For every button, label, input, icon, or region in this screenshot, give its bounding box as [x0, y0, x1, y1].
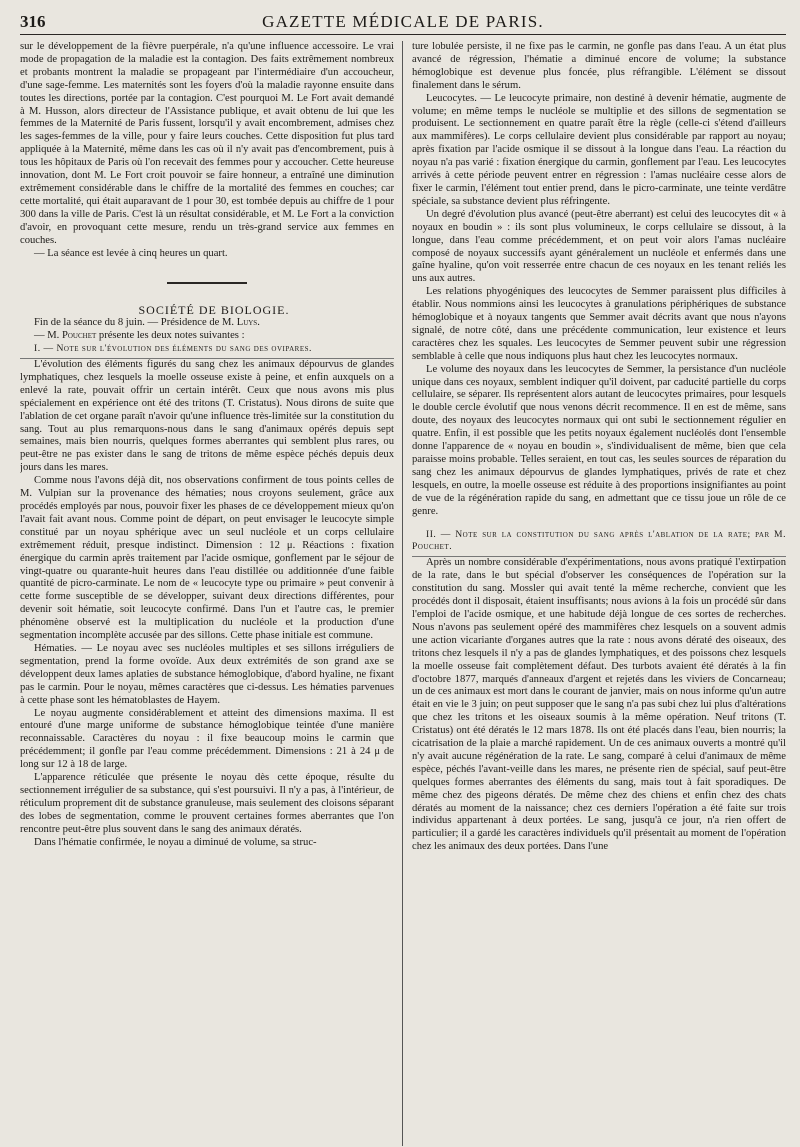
society-title: SOCIÉTÉ DE BIOLOGIE.	[138, 303, 290, 318]
session-text: Fin de la séance du 8 juin. — Présidence de M.	[34, 317, 237, 329]
text-columns	[20, 41, 786, 1146]
session-end: .	[257, 317, 260, 329]
page-number: 316	[20, 12, 46, 31]
paragraph: L'apparence réticulée que présente le noyau dès cette époque, résulte du sectionnement irrégulier de sa substance, qui s'est poursuivi. Il n'y a pas, à l'intérieur, de réticulum proprement dit de substance granuleuse, mais seulement des cloisons séparant des lobes de segmentation, comme le prouvent certaines formes aberrantes que l'on rencontre peut-être plus souvent dans le sang des animaux dératés.	[20, 772, 394, 835]
intro-end: présente les deux notes suivantes :	[96, 330, 245, 342]
paragraph: ture lobulée persiste, il ne fixe pas le carmin, ne gonfle pas dans l'eau. A un état plus avancé de régression, l'hématie a diminué encore de volume; la substance hémoglobique est devenue plus foncée, plus réfrangible. L'élément se dissout finalement dans le sérum.	[412, 41, 786, 91]
paragraph: — La séance est levée à cinq heures un quart.	[34, 247, 228, 259]
paragraph: Leucocytes. — Le leucocyte primaire, non destiné à devenir hématie, augmente de volume; en même temps le nucléole se multiplie et des sillons de segmentation se produisent. Le sectionnement en quatre paraît être la règle (celle-ci s'étend d'ailleurs aux mammifères). Le corps cellulaire devient plus considérable par rapport au noyau; après fixation par l'acide osmique il se dissout à la longue dans l'eau. La réaction du noyau n'a pas varié : fixation énergique du carmin, gonflement par l'eau. Les leucocytes arrivés à cette période peuvent entrer en régression : l'amas nucléaire cesse alors de fixer le carmin, l'élément tout entier prend, dans le picro-carminate, une teinte verdâtre spéciale, sa substance devient plus réfringente.	[412, 92, 786, 207]
journal-title: GAZETTE MÉDICALE DE PARIS.	[262, 12, 544, 31]
page-header	[20, 12, 786, 35]
intro-line	[20, 330, 394, 343]
paragraph: sur le développement de la fièvre puerpérale, n'a qu'une influence accessoire. Le vrai mode de propagation de la maladie est la contagion. Des faits extrêmement nombreux et probants montrent la maladie se propageant par l'intermédiaire d'un accoucheur, d'une sage-femme. Les maternités sont les foyers d'où la maladie rayonne ensuite dans toutes les directions, portée par la contagion. C'est pourquoi M. Le Fort avait demandé à M. Husson, alors directeur de l'Assistance publique, et avait obtenu de lui que les femmes de la Maternité de Paris fussent, lorsqu'il y avait encombrement, admises chez les sages-femmes de la ville, pour y faire leurs couches. Cette disposition fut plus tard appliquée à la Maternité, même dans les cas où il n'y avait pas d'encombrement, puis à tous les hôpitaux de Paris où l'on recevait des femmes pour y accoucher. Cette heureuse innovation, dont M. Le Fort croit pouvoir se faire honneur, a entraîné une diminution extrêmement considérable dans le chiffre de la mortalité des femmes en couches; car cette mortalité, qui était auparavant de 1 pour 30, est tombée depuis au chiffre de 1 pour 300 dans la ville de Paris. C'est là un résultat considérable, et M. Le Fort a la conviction d'avoir, en provoquant cette mesure, rendu un très-grand service aux femmes en couches.	[20, 41, 394, 246]
right-column	[402, 41, 786, 1146]
paragraph: Le volume des noyaux dans les leucocytes de Semmer, la persistance d'un nucléole unique dans ces noyaux, semblent indiquer qu'il doivent, par caducité partielle du corps cellulaire, se séparer. Ils représentent alors autant de leucocytes primaires, pour lesquels le double cercle évolutif que nous venons décrit recommence. Il en est de même, sans doute, des noyaux des leucocytes normaux qui ont subi le sectionnement régulier en quatre. Enfin, il est possible que les petits noyaux également nucléolés dont l'ensemble donne l'apparence de « noyau en boudin », s'individualisent de même, bien que cela paraisse moins probable. Telles seraient, en tout cas, les seules sources de réparation du sang chez les animaux dépourvus de glandes lymphatiques, privés de rate et chez lesquels, en outre, la moelle osseuse est réduite à des proportions insignifiantes au point de vue de la régénération rapide du sang, en admettant que ce tissu joue un rôle de ce genre.	[412, 363, 786, 517]
paragraph: Après un nombre considérable d'expérimentations, nous avons pratiqué l'extirpation de la rate, dans le but spécial d'observer les conséquences de l'opération sur la constitution du sang. Mossler qui avait tenté la même recherche, convient que les procédés dont il disposait, étaient insuffisants; nous avions à la fois un procédé sûr dans l'emploi de l'acide osmique, et une habitude déjà longue de ces sortes de recherches. Nous n'avons pas seulement opéré des mammifères chez lesquels on a souvent admis une action vicariante d'organes autres que la rate : nous avons dératé des oiseaux, des tritons chez lesquels il n'y a pas de glandes lymphatiques, et des poissons chez lesquels la moelle osseuse fait complètement défaut. Des turbots avaient été dératés à la fin d'octobre 1877, marqués d'anneaux d'argent et rejetés dans les viviers de Concarneau; un de ces animaux est mort dans le courant de janvier, mais on nous informe qu'un autre était en vie le 3 juin; on peut supposer que le sang n'a pas subi chez lui plus d'altérations que chez les tritons et les oiseaux soumis à la même opération. Neuf tritons (T. Cristatus) ont été dératés le 12 mars 1878. Ils ont été placés dans l'eau, bien nourris; la cicatrisation de la plaie a marché rapidement. Un de ces animaux ouverts a montré qu'il n'y avait aucune régénération de la rate. Le sang, comparé à celui d'animaux de même espèce, péchés l'avant-veille dans les mares, ne présente rien de spécial, sauf peut-être quelques formes aberrantes des éléments du sang, mais tout à fait sporadiques. De même chez des pigeons dératés. De même chez des chiens et enfin chez des chats dératés au moment de la naissance; chez ces derniers l'opération a été faite sur trois individus appartenant à deux portées. Le sang, jusqu'à ce jour, n'a rien offert de particulier; il a gardé les caractères individuels qu'il présentait au moment de l'opération chez les animaux des deux portées. Dans l'une	[412, 557, 786, 853]
paragraph: Hématies. — Le noyau avec ses nucléoles multiples et ses sillons irréguliers de segmentation, prend la forme ovoïde. Aux deux extrémités de son grand axe se développent deux lames aplaties de substance hémoglobique, d'abord hyaline, ne fixant pas le carmin. Pour le noyau, mêmes caractères que ci-dessus. Les hématies parvenues à cette phase sont les hématoblastes de Hayem.	[20, 642, 394, 706]
paragraph: Dans l'hématie confirmée, le noyau a diminué de volume, sa struc-	[34, 836, 317, 848]
separator-rule	[167, 282, 247, 284]
paragraph: Le noyau augmente considérablement et atteint des dimensions maxima. Il est entouré d'une marge uniforme de substance hémoglobique teintée d'une manière reconnaissable. Caractères du noyau : il fixe beaucoup moins le carmin que précédemment; il gonfle par l'eau comme précédemment. Dimensions : 21 à 24 μ de long sur 12 à 18 de large.	[20, 707, 394, 771]
paragraph: L'évolution des éléments figurés du sang chez les animaux dépourvus de glandes lymphatiques, chez lesquels la moelle osseuse existe à peine, et enfin auxquels on a enlevé la rate, pouvait offrir un certain intérêt. Ceux que nous avons mis plus spécialement en expérience ont été des tritons (T. Cristatus). Nous dirons de suite que l'ablation de cet organe paraît n'avoir qu'une influence très-limitée sur la constitution du sang. Tout au plus remarquons-nous dans le sang d'animaux opérés depuis sept semaines, mais bien nourris, quelques formes aberrantes qui semblent plus rares, ou peut-être ne pas exister dans le sang de tritons de même espèce péchés depuis deux jours dans les mares.	[20, 359, 394, 474]
intro-text: — M.	[34, 330, 62, 342]
paragraph: Les relations phyogéniques des leucocytes de Semmer paraissent plus difficiles à établir. Nous nommions ainsi les leucocytes à granulations périphériques de substance hémoglobique et à noyaux tangents que Semmer avait décrits avant que nous n'ayons signalé, de notre côté, dans une précédente communication, leur existence et leurs caractères chez les squales. Les leucocytes de Semmer peuvent subir une régression semblable à celle que nous indiquons plus haut chez les leucocytes normaux.	[412, 286, 786, 362]
note-title: II. — Note sur la constitution du sang après l'ablation de la rate; par M. Pouchet.	[412, 529, 786, 558]
left-column	[20, 41, 402, 1146]
president-name: Luys	[236, 317, 258, 329]
note-title: I. — Note sur l'évolution des éléments du sang des ovipares.	[20, 343, 394, 359]
session-line	[20, 317, 394, 330]
paragraph: Un degré d'évolution plus avancé (peut-être aberrant) est celui des leucocytes dit « à noyaux en boudin » : ils sont plus volumineux, le corps cellulaire se dissout, à la longue, dans l'eau comme précédemment, et on peut voir alors l'amas nucléaire composé de noyaux successifs ayant généralement un nucléole et enfermés dans une gaîne hyaline, qu'on voit resserrée entre chacun de ces noyaux en les tenant reliés les uns aux autres.	[412, 208, 786, 285]
author-name: Pouchet	[61, 330, 97, 342]
paragraph: Comme nous l'avons déjà dit, nos observations confirment de tous points celles de M. Vulpian sur la provenance des hématies; nous croyons seulement, grâce aux procédés employés par nous, pouvoir fixer les phases de ce développement mieux qu'on l'avait fait avant nous. Comme point de départ, on peut envisager le leucocyte simple constitué par un noyau sphérique avec un seul nucléole et un corps cellulaire extrêmement réduit, presque indistinct. Dimension : 12 μ. Réactions : fixation énergique du carmin après traitement par l'acide osmique, gonflement par le séjour de vingt-quatre ou quarante-huit heures dans l'eau distillée ou additionnée d'une faible quantité de picro-carminate. Le nom de « leucocyte type ou primaire » peut convenir à cette forme susceptible de se développer, suivant deux directions différentes, pour devenir soit hématie, soit leucocyte confirmé. Dans l'un et l'autre cas, le premier phénomène observé est la multiplication du nucléole et la production d'une segmentation incomplète accusée par des sillons. Cette phase initiale est commune.	[20, 475, 394, 642]
